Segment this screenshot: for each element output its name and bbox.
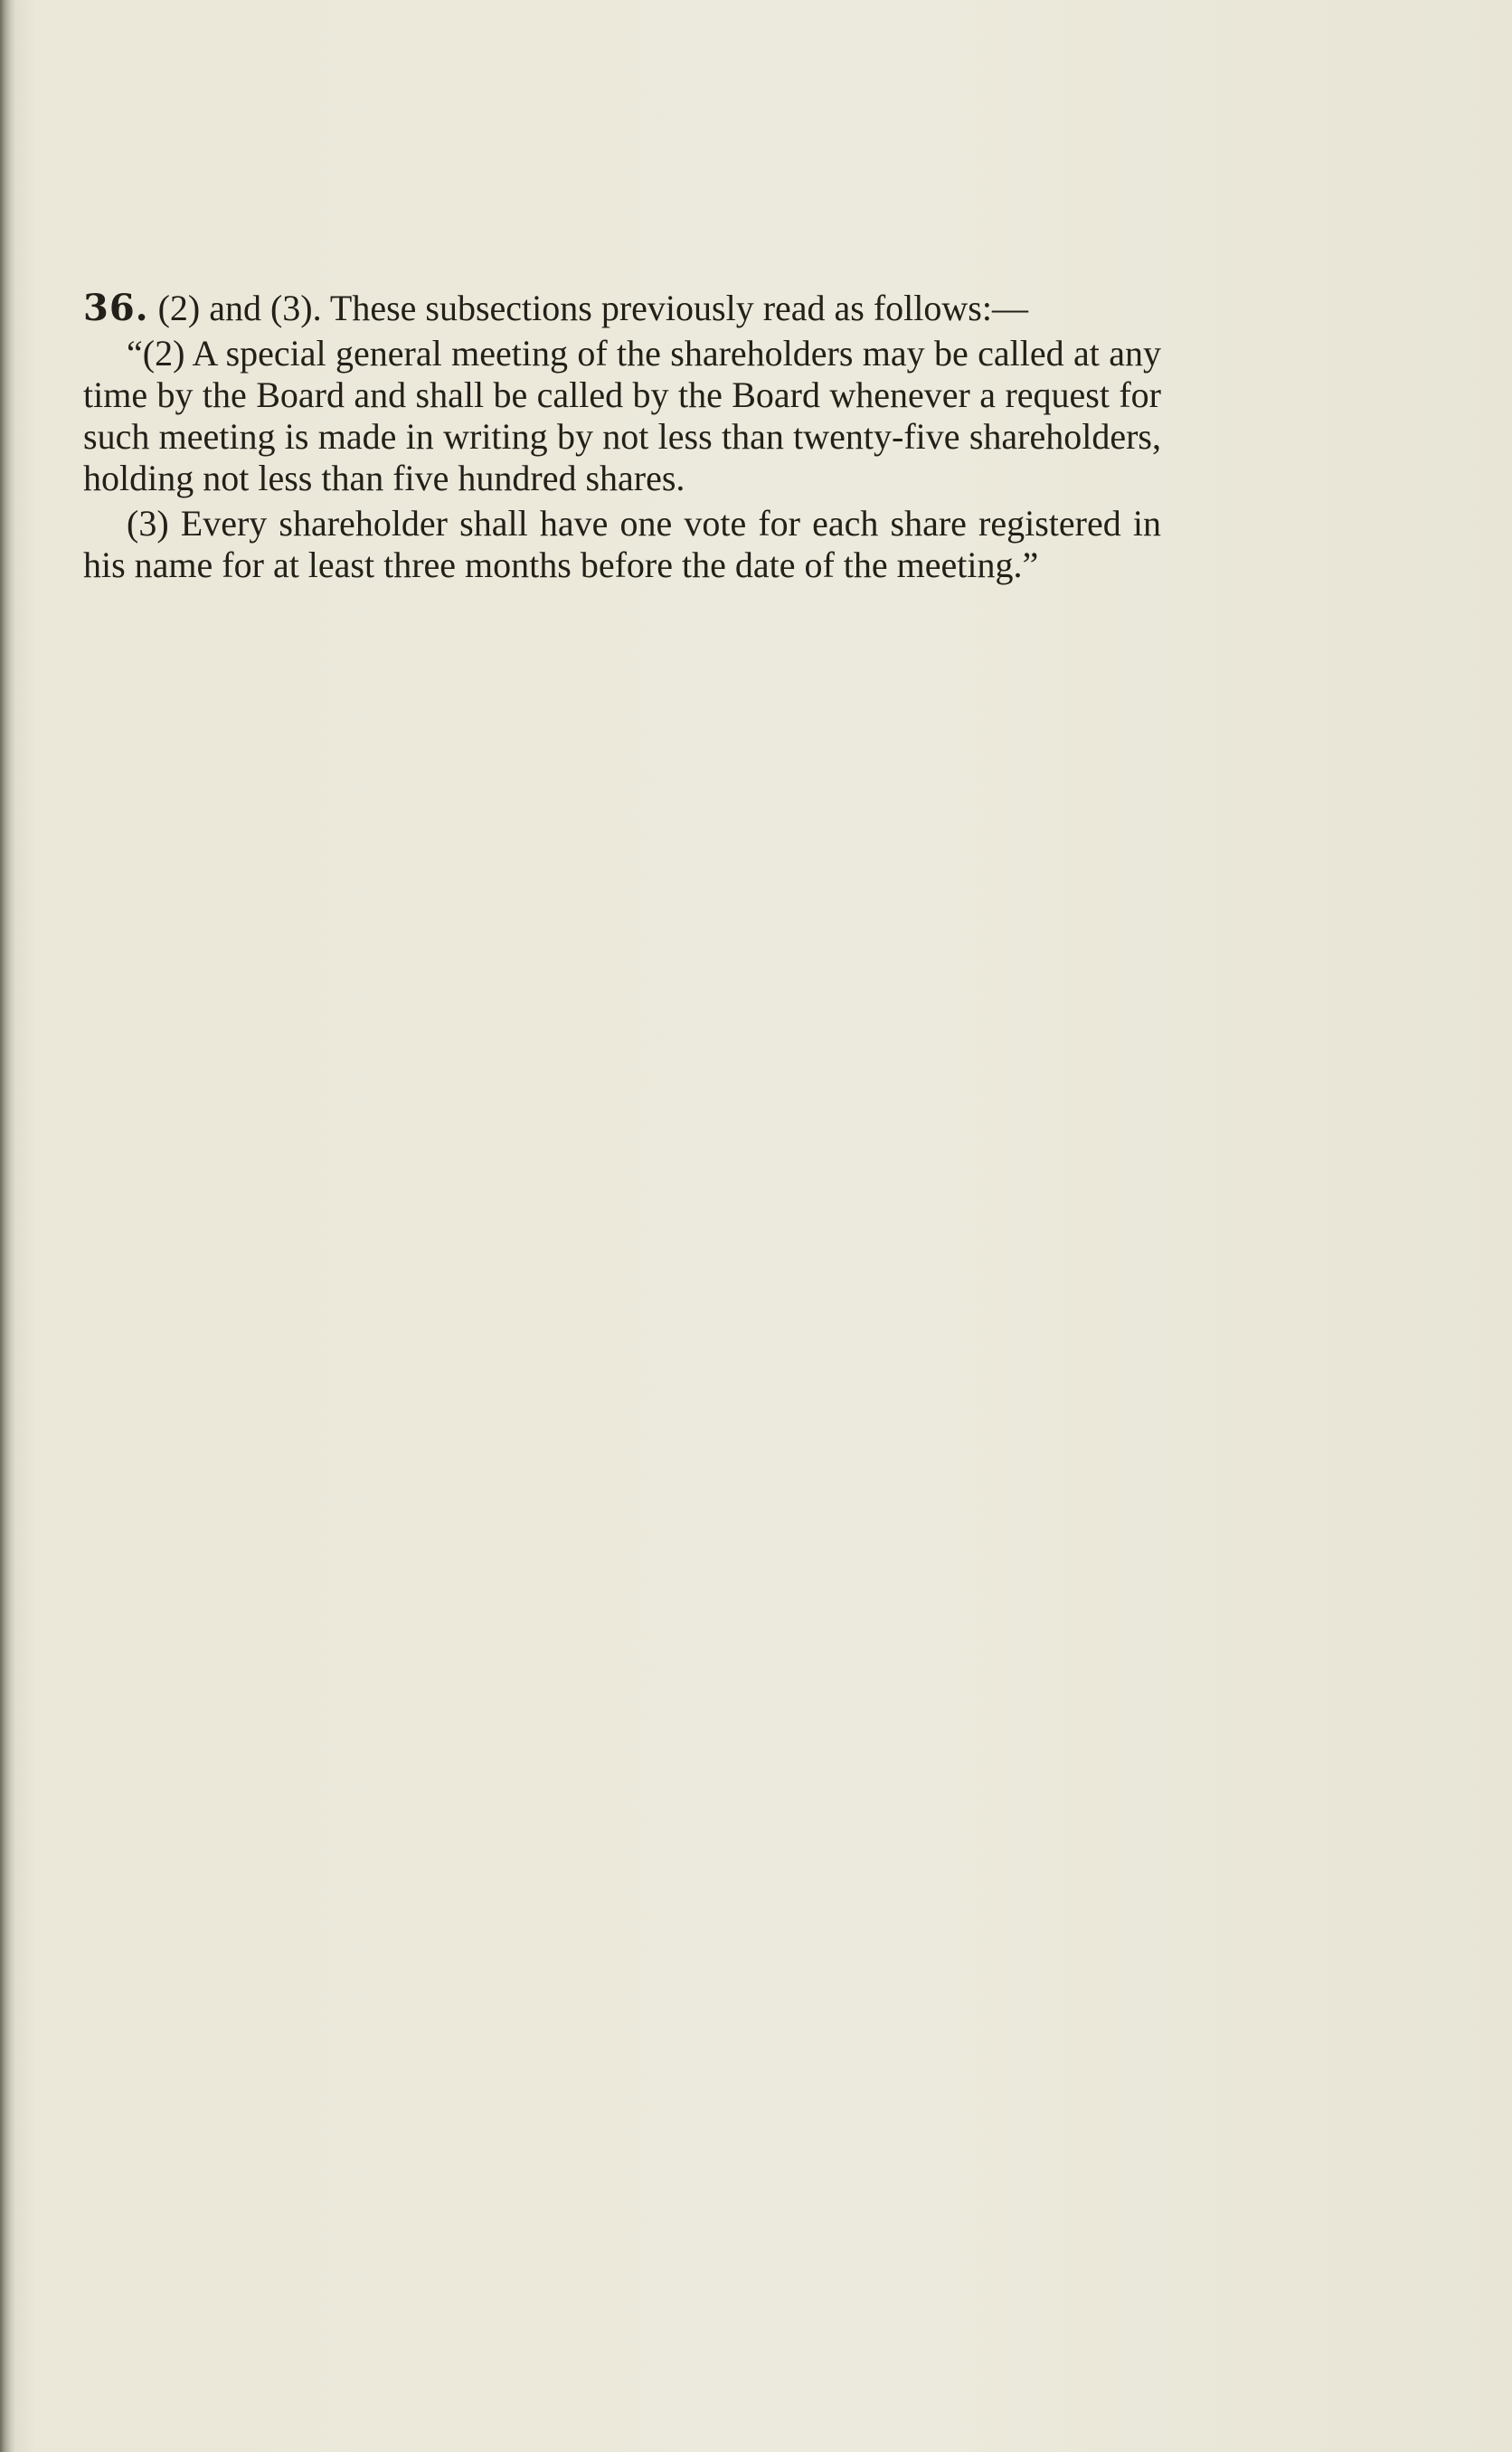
section-number: 36. [83,287,149,329]
section-intro: (2) and (3). These subsections previously read as follows:— [148,288,1028,328]
quoted-subsection-2: “(2) A special general meeting of the shareholders may be called at any time by the Board and shall be called by the Board whenever a request for such meeting is made in writing by not less than twenty-five shareholders, holding not less than five hundred shares. [83,333,1161,498]
page-binding-edge [0,0,14,2452]
main-text-block [83,288,1161,590]
section-heading-paragraph [83,288,1161,329]
quoted-subsection-3: (3) Every shareholder shall have one vote for each share registered in his name for at least three months before the date of the meeting.” [83,503,1161,585]
